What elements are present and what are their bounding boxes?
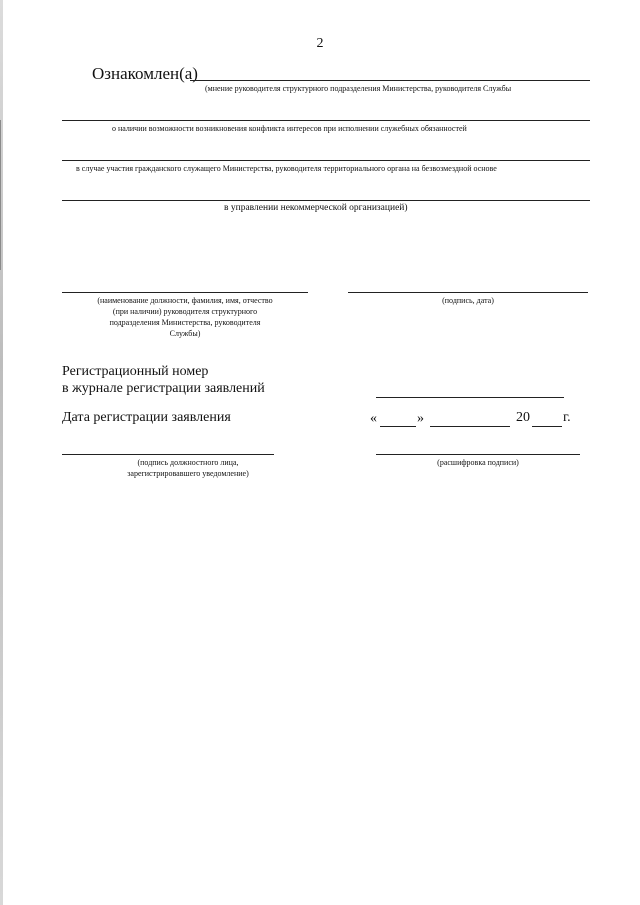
head-name-caption-line-1: (наименование должности, фамилия, имя, отчество [97, 296, 273, 305]
head-name-caption-line-2: (при наличии) руководителя структурного [112, 307, 258, 316]
date-year-prefix: 20 [516, 410, 530, 425]
registration-number-label-1: Регистрационный номер [62, 364, 209, 379]
date-close-quote: » [417, 411, 424, 426]
page-number: 2 [316, 36, 324, 51]
opinion-caption-1: (мнение руководителя структурного подразделения Министерства, руководителя Службы [205, 84, 512, 93]
opinion-line-3 [62, 160, 590, 161]
official-signature-caption-2: зарегистрировавшего уведомление) [127, 469, 249, 478]
date-open-quote: « [370, 411, 377, 426]
registration-number-label-2: в журнале регистрации заявлений [62, 381, 265, 396]
date-month-line [430, 426, 510, 427]
acknowledged-line [190, 80, 590, 81]
head-name-line [62, 292, 308, 293]
official-name-caption: (расшифровка подписи) [437, 458, 519, 467]
date-year-line [532, 426, 562, 427]
date-day-line [380, 426, 416, 427]
opinion-caption-4: в управлении некоммерческой организацией) [224, 203, 408, 213]
head-name-caption-line-3: подразделения Министерства, руководителя [109, 318, 261, 327]
opinion-line-2 [62, 120, 590, 121]
opinion-caption-3: в случае участия гражданского служащего Министерства, руководителя территориального органа на безвозмездной основе [76, 164, 497, 173]
registration-date-label: Дата регистрации заявления [62, 410, 231, 425]
opinion-line-4 [62, 200, 590, 201]
registration-number-line [376, 397, 564, 398]
acknowledged-label: Ознакомлен(а) [92, 64, 198, 83]
official-name-line [376, 454, 580, 455]
official-signature-caption-1: (подпись должностного лица, [137, 458, 239, 467]
head-name-caption-line-4: Службы) [169, 329, 201, 338]
opinion-caption-2: о наличии возможности возникновения конфликта интересов при исполнении служебных обязанностей [112, 124, 467, 133]
head-signature-line [348, 292, 588, 293]
scan-edge-mark [0, 120, 1, 270]
date-year-suffix: г. [563, 410, 571, 425]
official-signature-line [62, 454, 274, 455]
head-signature-caption: (подпись, дата) [442, 296, 494, 305]
